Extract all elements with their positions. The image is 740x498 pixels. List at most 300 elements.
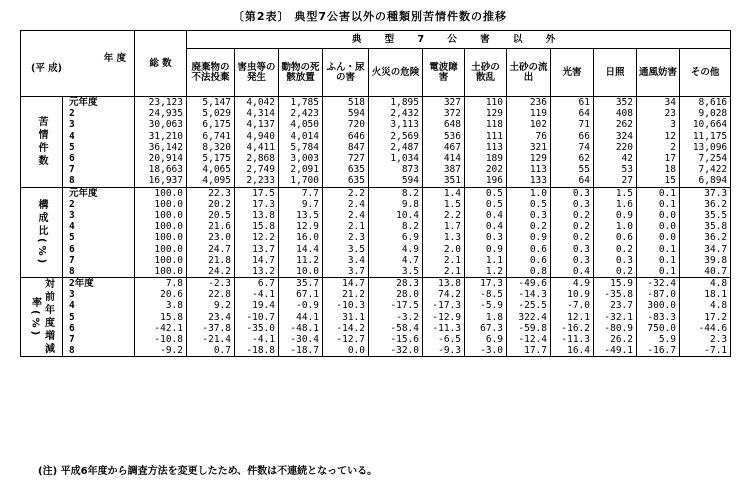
value-cell: 8,616 — [680, 97, 731, 109]
value-cell: 13.2 — [235, 266, 279, 278]
value-cell: 113 — [465, 142, 507, 153]
value-cell: 4,050 — [279, 119, 323, 130]
value-cell: 17 — [637, 153, 680, 164]
value-cell: 321 — [507, 142, 551, 153]
value-cell: 0.8 — [507, 266, 551, 278]
value-cell: 196 — [465, 175, 507, 187]
value-cell: 20.2 — [187, 199, 235, 210]
group-header: 典 型 7 公 害 以 外 — [187, 31, 731, 49]
value-cell: -2.3 — [187, 278, 235, 290]
value-cell: 1.4 — [423, 187, 465, 199]
value-cell: 4.9 — [369, 243, 423, 254]
value-cell: 31,210 — [135, 131, 187, 142]
value-cell: 0.3 — [551, 187, 594, 199]
value-cell: 4,042 — [235, 97, 279, 109]
value-cell: 3 — [637, 119, 680, 130]
year-cell: 2 — [63, 199, 135, 210]
value-cell: 202 — [465, 164, 507, 175]
value-cell: 17.2 — [680, 312, 731, 323]
value-cell: 262 — [594, 119, 637, 130]
value-cell: -7.0 — [551, 300, 594, 311]
value-cell: 5,175 — [187, 153, 235, 164]
value-cell: 67.1 — [279, 289, 323, 300]
value-cell: 324 — [594, 131, 637, 142]
value-cell: -44.6 — [680, 323, 731, 334]
year-cell: 元年度 — [63, 187, 135, 199]
value-cell: -12.7 — [323, 334, 369, 345]
value-cell: 118 — [465, 119, 507, 130]
value-cell: 35.7 — [279, 278, 323, 290]
value-cell: 20,914 — [135, 153, 187, 164]
value-cell: -3.0 — [465, 345, 507, 357]
value-cell: -37.8 — [187, 323, 235, 334]
value-cell: 133 — [507, 175, 551, 187]
value-cell: 0.3 — [551, 243, 594, 254]
value-cell: -4.1 — [235, 334, 279, 345]
year-cell: 5 — [63, 142, 135, 153]
value-cell: 9.7 — [279, 199, 323, 210]
value-cell: -49.6 — [507, 278, 551, 290]
value-cell: 10.4 — [369, 210, 423, 221]
year-cell: 6 — [63, 323, 135, 334]
value-cell: 0.1 — [637, 187, 680, 199]
table-row — [21, 187, 731, 199]
value-cell: -4.1 — [235, 289, 279, 300]
value-cell: 0.9 — [507, 232, 551, 243]
value-cell: 31.1 — [323, 312, 369, 323]
value-cell: 720 — [323, 119, 369, 130]
value-cell: -14.2 — [323, 323, 369, 334]
value-cell: 7.8 — [135, 278, 187, 290]
column-header: 光害 — [551, 49, 594, 97]
value-cell: -14.3 — [507, 289, 551, 300]
value-cell: 2.0 — [423, 243, 465, 254]
table-row — [21, 119, 731, 130]
value-cell: -3.2 — [369, 312, 423, 323]
value-cell: 6,175 — [187, 119, 235, 130]
value-cell: -25.5 — [507, 300, 551, 311]
value-cell: 0.4 — [465, 210, 507, 221]
value-cell: 100.0 — [135, 221, 187, 232]
value-cell: 61 — [551, 97, 594, 109]
value-cell: 1.5 — [423, 199, 465, 210]
value-cell: 1.8 — [465, 312, 507, 323]
value-cell: 21.6 — [187, 221, 235, 232]
value-cell: 18.1 — [680, 289, 731, 300]
value-cell: 39.8 — [680, 255, 731, 266]
value-cell: 1.5 — [594, 187, 637, 199]
value-cell: 387 — [423, 164, 465, 175]
table-row — [21, 131, 731, 142]
value-cell: 1.0 — [507, 187, 551, 199]
table-row — [21, 108, 731, 119]
value-cell: 30,063 — [135, 119, 187, 130]
column-header: 土砂の流出 — [507, 49, 551, 97]
value-cell: 1.3 — [423, 232, 465, 243]
value-cell: 4,940 — [235, 131, 279, 142]
value-cell: -12.4 — [507, 334, 551, 345]
value-cell: 750.0 — [637, 323, 680, 334]
column-header: 電波障害 — [423, 49, 465, 97]
table-row — [21, 97, 731, 109]
value-cell: 20.5 — [187, 210, 235, 221]
value-cell: 42 — [594, 153, 637, 164]
value-cell: 727 — [323, 153, 369, 164]
value-cell: 0.2 — [594, 266, 637, 278]
value-cell: 23,123 — [135, 97, 187, 109]
value-cell: 5,029 — [187, 108, 235, 119]
value-cell: 372 — [423, 108, 465, 119]
value-cell: 113 — [507, 164, 551, 175]
value-cell: 635 — [323, 175, 369, 187]
value-cell: 23.4 — [187, 312, 235, 323]
value-cell: 12.9 — [279, 221, 323, 232]
table-row — [21, 153, 731, 164]
table-row — [21, 312, 731, 323]
table-row — [21, 243, 731, 254]
value-cell: 847 — [323, 142, 369, 153]
value-cell: 0.2 — [551, 232, 594, 243]
value-cell: 12 — [637, 131, 680, 142]
value-cell: 3,003 — [279, 153, 323, 164]
year-cell: 4 — [63, 300, 135, 311]
value-cell: 16,937 — [135, 175, 187, 187]
value-cell: 13.8 — [423, 278, 465, 290]
value-cell: 4.8 — [680, 300, 731, 311]
value-cell: 21.2 — [323, 289, 369, 300]
column-header: 火災の危険 — [369, 49, 423, 97]
value-cell: 100.0 — [135, 187, 187, 199]
value-cell: 14.4 — [279, 243, 323, 254]
year-cell: 7 — [63, 255, 135, 266]
value-cell: 4,137 — [235, 119, 279, 130]
value-cell: 0.9 — [465, 243, 507, 254]
value-cell: 1,785 — [279, 97, 323, 109]
value-cell: -11.3 — [551, 334, 594, 345]
value-cell: -59.8 — [507, 323, 551, 334]
value-cell: 300.0 — [637, 300, 680, 311]
year-cell: 3 — [63, 210, 135, 221]
value-cell: 19.4 — [235, 300, 279, 311]
value-cell: 119 — [507, 108, 551, 119]
value-cell: 64 — [551, 108, 594, 119]
table-row — [21, 266, 731, 278]
value-cell: 35.8 — [680, 221, 731, 232]
value-cell: 467 — [423, 142, 465, 153]
value-cell: 648 — [423, 119, 465, 130]
value-cell: 594 — [323, 108, 369, 119]
value-cell: 74 — [551, 142, 594, 153]
value-cell: 100.0 — [135, 199, 187, 210]
value-cell: -10.8 — [135, 334, 187, 345]
value-cell: 27 — [594, 175, 637, 187]
value-cell: 4,095 — [187, 175, 235, 187]
value-cell: 0.3 — [551, 255, 594, 266]
value-cell: 37.3 — [680, 187, 731, 199]
value-cell: 327 — [423, 97, 465, 109]
value-cell: 44.1 — [279, 312, 323, 323]
value-cell: -18.8 — [235, 345, 279, 357]
value-cell: 2,432 — [369, 108, 423, 119]
value-cell: 111 — [465, 131, 507, 142]
value-cell: 0.6 — [594, 232, 637, 243]
value-cell: 100.0 — [135, 255, 187, 266]
value-cell: -12.9 — [423, 312, 465, 323]
value-cell: 12.1 — [551, 312, 594, 323]
value-cell: 0.9 — [594, 210, 637, 221]
value-cell: -42.1 — [135, 323, 187, 334]
value-cell: 36.2 — [680, 232, 731, 243]
value-cell: 62 — [551, 153, 594, 164]
value-cell: 20.6 — [135, 289, 187, 300]
value-cell: 100.0 — [135, 243, 187, 254]
year-cell: 8 — [63, 266, 135, 278]
year-cell: 元年度 — [63, 97, 135, 109]
value-cell: 2,233 — [235, 175, 279, 187]
value-cell: 28.0 — [369, 289, 423, 300]
year-cell: 7 — [63, 164, 135, 175]
value-cell: 24,935 — [135, 108, 187, 119]
value-cell: 1.0 — [594, 221, 637, 232]
value-cell: -11.3 — [423, 323, 465, 334]
value-cell: 10.0 — [279, 266, 323, 278]
value-cell: 4,065 — [187, 164, 235, 175]
value-cell: 0.2 — [551, 221, 594, 232]
value-cell: 15.8 — [135, 312, 187, 323]
value-cell: 15.8 — [235, 221, 279, 232]
value-cell: -15.6 — [369, 334, 423, 345]
value-cell: 1.7 — [423, 221, 465, 232]
value-cell: 15 — [637, 175, 680, 187]
section-label: 対前年度増減率(%) — [21, 278, 63, 357]
value-cell: 2,569 — [369, 131, 423, 142]
value-cell: 18 — [637, 164, 680, 175]
value-cell: 0.2 — [551, 210, 594, 221]
value-cell: -17.3 — [423, 300, 465, 311]
value-cell: 55 — [551, 164, 594, 175]
value-cell: 36,142 — [135, 142, 187, 153]
value-cell: 2,868 — [235, 153, 279, 164]
value-cell: 2 — [637, 142, 680, 153]
value-cell: 76 — [507, 131, 551, 142]
value-cell: -32.0 — [369, 345, 423, 357]
value-cell: 6.9 — [369, 232, 423, 243]
value-cell: 2.1 — [323, 221, 369, 232]
column-header: ふん・尿の害 — [323, 49, 369, 97]
value-cell: -10.7 — [235, 312, 279, 323]
footnote: (注) 平成6年度から調査方法を変更したため、件数は不連続となっている。 — [38, 466, 378, 477]
value-cell: 189 — [465, 153, 507, 164]
value-cell: -21.4 — [187, 334, 235, 345]
value-cell: 0.1 — [637, 266, 680, 278]
value-cell: 635 — [323, 164, 369, 175]
value-cell: 2,487 — [369, 142, 423, 153]
value-cell: 352 — [594, 97, 637, 109]
value-cell: 3.5 — [323, 243, 369, 254]
value-cell: 14.7 — [323, 278, 369, 290]
value-cell: 12.2 — [235, 232, 279, 243]
value-cell: 2.2 — [423, 210, 465, 221]
value-cell: 322.4 — [507, 312, 551, 323]
value-cell: 351 — [423, 175, 465, 187]
value-cell: -9.3 — [423, 345, 465, 357]
value-cell: 129 — [465, 108, 507, 119]
value-cell: 71 — [551, 119, 594, 130]
year-cell: 4 — [63, 131, 135, 142]
value-cell: 17.3 — [465, 278, 507, 290]
value-cell: 13.8 — [235, 210, 279, 221]
corner-year-label: 年 度 — [103, 52, 126, 64]
value-cell: 0.0 — [323, 345, 369, 357]
column-header: 動物の死骸放置 — [279, 49, 323, 97]
value-cell: 2.3 — [323, 232, 369, 243]
value-cell: 64 — [551, 175, 594, 187]
value-cell: 40.7 — [680, 266, 731, 278]
value-cell: 0.7 — [187, 345, 235, 357]
value-cell: 646 — [323, 131, 369, 142]
value-cell: 13.5 — [279, 210, 323, 221]
value-cell: 9.8 — [369, 199, 423, 210]
value-cell: -80.9 — [594, 323, 637, 334]
value-cell: -35.0 — [235, 323, 279, 334]
value-cell: -48.1 — [279, 323, 323, 334]
value-cell: 1.1 — [465, 255, 507, 266]
value-cell: 0.6 — [507, 255, 551, 266]
value-cell: 2.4 — [323, 210, 369, 221]
value-cell: -16.2 — [551, 323, 594, 334]
value-cell: 6.9 — [465, 334, 507, 345]
value-cell: 14.7 — [235, 255, 279, 266]
value-cell: 8.2 — [369, 187, 423, 199]
value-cell: -87.0 — [637, 289, 680, 300]
complaints-table — [20, 30, 731, 357]
value-cell: 0.5 — [465, 199, 507, 210]
value-cell: 5,784 — [279, 142, 323, 153]
value-cell: 4,411 — [235, 142, 279, 153]
value-cell: 7.7 — [279, 187, 323, 199]
table-row — [21, 345, 731, 357]
table-row — [21, 199, 731, 210]
value-cell: 22.3 — [187, 187, 235, 199]
value-cell: -30.4 — [279, 334, 323, 345]
column-header: 害虫等の発生 — [235, 49, 279, 97]
value-cell: 6,741 — [187, 131, 235, 142]
value-cell: 10.9 — [551, 289, 594, 300]
column-header: 日照 — [594, 49, 637, 97]
table-row — [21, 278, 731, 290]
value-cell: 24.2 — [187, 266, 235, 278]
value-cell: 8,320 — [187, 142, 235, 153]
section-label: 構成比(%) — [21, 187, 63, 278]
value-cell: 8.2 — [369, 221, 423, 232]
value-cell: 3.5 — [369, 266, 423, 278]
value-cell: 13.7 — [235, 243, 279, 254]
year-cell: 7 — [63, 334, 135, 345]
value-cell: 3.8 — [135, 300, 187, 311]
value-cell: -58.4 — [369, 323, 423, 334]
value-cell: 0.6 — [507, 243, 551, 254]
value-cell: 2,749 — [235, 164, 279, 175]
value-cell: 2.1 — [423, 266, 465, 278]
table-row — [21, 232, 731, 243]
column-header: 通風妨害 — [637, 49, 680, 97]
year-corner-header — [21, 31, 135, 97]
value-cell: 67.3 — [465, 323, 507, 334]
year-cell: 4 — [63, 221, 135, 232]
value-cell: 0.4 — [465, 221, 507, 232]
value-cell: 873 — [369, 164, 423, 175]
value-cell: 10,664 — [680, 119, 731, 130]
value-cell: 53 — [594, 164, 637, 175]
value-cell: 0.0 — [637, 221, 680, 232]
value-cell: 1,034 — [369, 153, 423, 164]
value-cell: 1.2 — [465, 266, 507, 278]
value-cell: 0.0 — [637, 232, 680, 243]
value-cell: -32.1 — [594, 312, 637, 323]
section-label: 苦情件数 — [21, 97, 63, 188]
value-cell: 100.0 — [135, 232, 187, 243]
value-cell: 26.2 — [594, 334, 637, 345]
value-cell: -8.5 — [465, 289, 507, 300]
value-cell: 17.5 — [235, 187, 279, 199]
value-cell: 2.3 — [680, 334, 731, 345]
value-cell: 0.3 — [551, 199, 594, 210]
value-cell: 0.2 — [507, 221, 551, 232]
value-cell: 6,894 — [680, 175, 731, 187]
value-cell: 0.1 — [637, 243, 680, 254]
value-cell: 34.7 — [680, 243, 731, 254]
value-cell: 18,663 — [135, 164, 187, 175]
year-cell: 5 — [63, 312, 135, 323]
year-cell: 2年度 — [63, 278, 135, 290]
value-cell: 66 — [551, 131, 594, 142]
value-cell: 3.7 — [323, 266, 369, 278]
value-cell: 408 — [594, 108, 637, 119]
value-cell: 0.1 — [637, 199, 680, 210]
value-cell: 129 — [507, 153, 551, 164]
column-header: 廃棄物の不法投棄 — [187, 49, 235, 97]
value-cell: 594 — [369, 175, 423, 187]
value-cell: 0.3 — [465, 232, 507, 243]
value-cell: 7,254 — [680, 153, 731, 164]
value-cell: 11,175 — [680, 131, 731, 142]
value-cell: 22.8 — [187, 289, 235, 300]
value-cell: 35.5 — [680, 210, 731, 221]
value-cell: 0.1 — [637, 255, 680, 266]
value-cell: -16.7 — [637, 345, 680, 357]
value-cell: 13,096 — [680, 142, 731, 153]
value-cell: 11.2 — [279, 255, 323, 266]
value-cell: 17.3 — [235, 199, 279, 210]
total-header: 総 数 — [135, 31, 187, 97]
value-cell: -83.3 — [637, 312, 680, 323]
value-cell: -32.4 — [637, 278, 680, 290]
value-cell: 4.8 — [680, 278, 731, 290]
value-cell: 36.2 — [680, 199, 731, 210]
value-cell: 414 — [423, 153, 465, 164]
value-cell: 23.0 — [187, 232, 235, 243]
value-cell: 4,014 — [279, 131, 323, 142]
table-row — [21, 210, 731, 221]
value-cell: 0.3 — [594, 255, 637, 266]
value-cell: -0.9 — [279, 300, 323, 311]
value-cell: 0.3 — [507, 210, 551, 221]
value-cell: 236 — [507, 97, 551, 109]
value-cell: 9.2 — [187, 300, 235, 311]
value-cell: 0.5 — [465, 187, 507, 199]
value-cell: 0.0 — [637, 210, 680, 221]
value-cell: -7.1 — [680, 345, 731, 357]
